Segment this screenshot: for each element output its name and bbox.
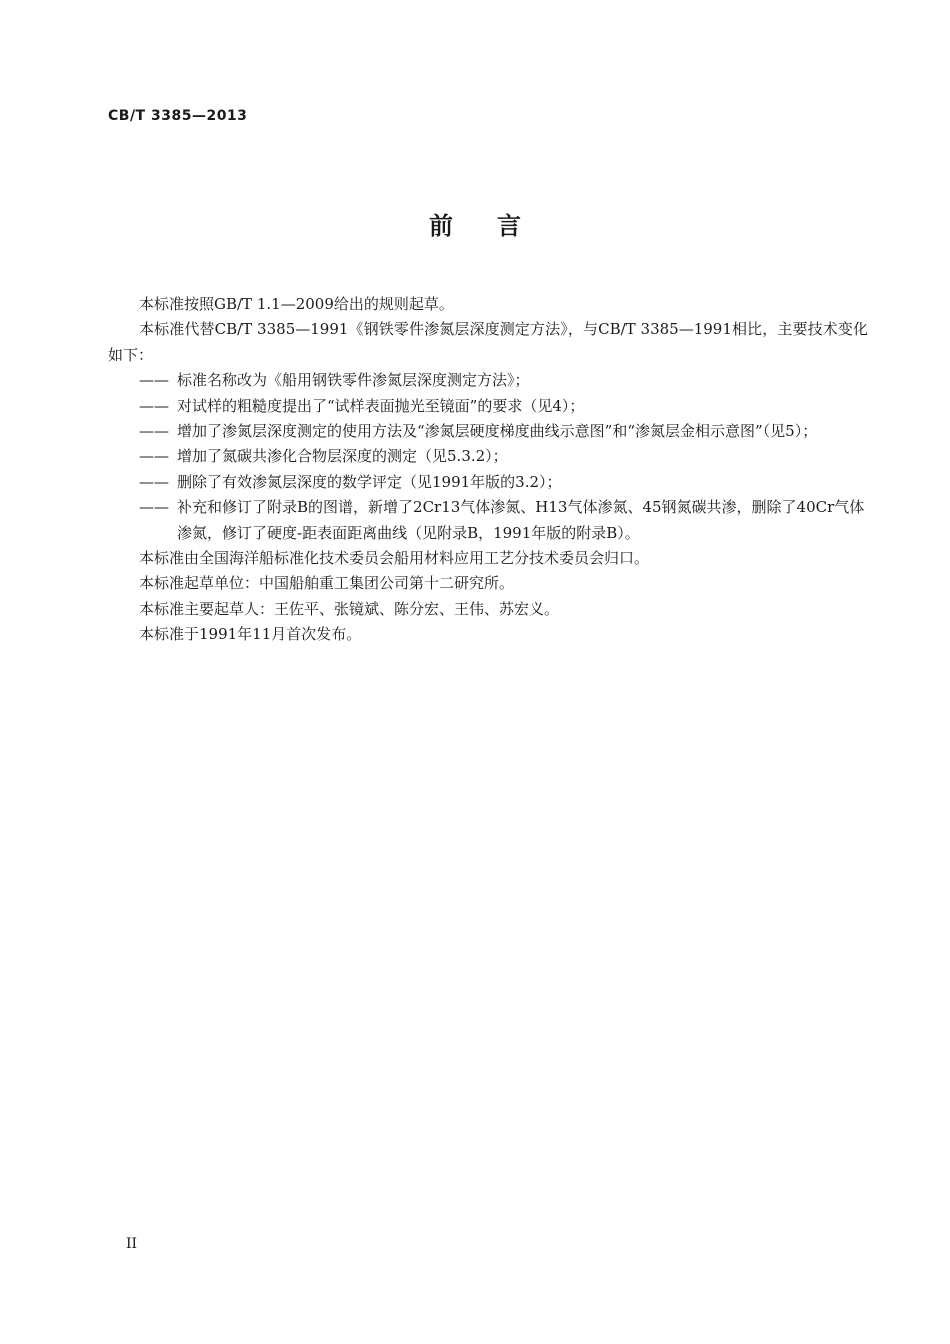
paragraph-first-release: 本标准于1991年11月首次发布。 [139,625,362,644]
paragraph-drafters: 本标准主要起草人：王佐平、张镜斌、陈分宏、王伟、苏宏义。 [139,599,560,618]
change-text: 删除了有效渗氮层深度的数学评定（见1991年版的3.2）； [177,472,562,491]
change-text: 对试样的粗糙度提出了“试样表面抛光至镜面”的要求（见4）； [177,396,585,415]
paragraph-committee: 本标准由全国海洋船标准化技术委员会船用材料应用工艺分技术委员会归口。 [139,549,650,568]
dash-mark: —— [139,472,169,491]
dash-mark: —— [139,422,169,441]
change-item [139,419,868,444]
page-title: 前言 [429,212,565,240]
dash-mark: —— [139,371,169,390]
change-item [139,444,868,469]
paragraph-replacement-note: 本标准代替CB/T 3385—1991《钢铁零件渗氮层深度测定方法》，与CB/T 3385—1991相比，主要技术变化如下： [108,320,868,364]
change-item [139,394,868,419]
change-text: 标准名称改为《船用钢铁零件渗氮层深度测定方法》； [177,371,530,390]
standard-code: CB/T 3385—2013 [108,108,248,124]
change-item [139,368,868,393]
page-number: II [126,1236,138,1252]
paragraph-drafting-rules: 本标准按照GB/T 1.1—2009给出的规则起草。 [139,295,454,313]
change-item [139,470,868,495]
change-item [139,495,868,546]
dash-mark: —— [139,447,169,466]
foreword-body [108,292,868,648]
dash-mark: —— [139,498,169,517]
change-text: 增加了渗氮层深度测定的使用方法及“渗氮层硬度梯度曲线示意图”和“渗氮层金相示意图”（见5）； [177,422,818,441]
change-text: 补充和修订了附录B的图谱，新增了2Cr13气体渗氮、H13气体渗氮、45钢氮碳共渗，删除了40Cr气体渗氮，修订了硬度-距表面距离曲线（见附录B，1991年版的附录B）。 [177,498,865,542]
paragraph-drafting-unit: 本标准起草单位：中国船舶重工集团公司第十二研究所。 [139,574,515,593]
dash-mark: —— [139,396,169,415]
change-text: 增加了氮碳共渗化合物层深度的测定（见5.3.2）； [177,447,508,466]
